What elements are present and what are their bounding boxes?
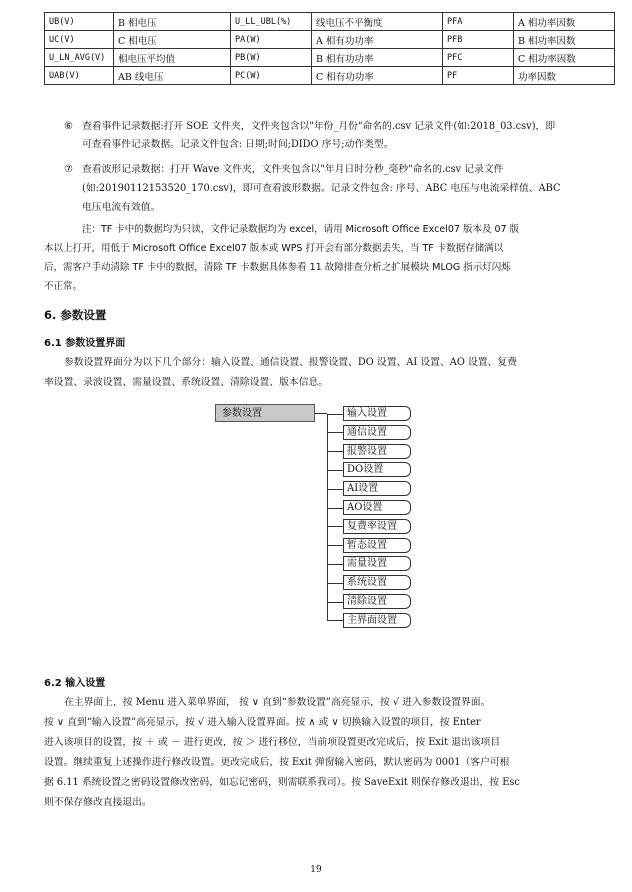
table-cell: A 相有功功率 [312, 31, 443, 49]
diagram-item-box: 暂态设置 [343, 538, 411, 553]
table-row [45, 67, 615, 85]
diagram-item-box: 系统设置 [343, 575, 411, 590]
item-7-line-2: (如:20190112153520_170.csv)，即可查看波形数据。记录文件包含: 序号、ABC 电压与电流采样值、ABC [82, 183, 561, 194]
diagram-branch [327, 545, 343, 546]
diagram-spine [327, 414, 328, 621]
table-cell: UC(V) [45, 31, 114, 49]
note-line-1: 注：TF 卡中的数据均为只读，文件记录数据均为 excel，请用 Microsoft Office Excel07 版本及 07 版 [82, 224, 520, 235]
section-6-heading: 6. 参数设置 [44, 308, 107, 322]
table-row [45, 31, 615, 49]
item-6-line-2: 可查看事件记录数据。记录文件包含: 日期;时间;DIDO 序号;动作类型。 [82, 139, 394, 150]
diagram-item-box: 需量设置 [343, 556, 411, 571]
table-cell: PFC [443, 49, 514, 67]
diagram-connector [315, 413, 327, 414]
diagram-branch [327, 526, 343, 527]
table-cell: UB(V) [45, 13, 114, 31]
note-line-3: 后，需客户手动清除 TF 卡中的数据，清除 TF 卡数据具体参看 11 故障排查分析之扩展模块 MLOG 指示灯闪烁 [44, 262, 511, 273]
diagram-item-box: 清除设置 [343, 594, 411, 609]
section-6-2-line-1: 在主界面上，按 Menu 进入菜单界面， 按 ∨ 直到“参数设置”高亮显示，按 √ 进入参数设置界面。 [64, 697, 491, 708]
table-cell: B 相功率因数 [514, 31, 615, 49]
section-6-2-heading: 6.2 输入设置 [44, 678, 106, 689]
section-6-2-line-6: 则不保存修改直接退出。 [44, 797, 152, 808]
diagram-branch [327, 620, 343, 621]
diagram-branch [327, 470, 343, 471]
table-cell: PC(W) [231, 67, 312, 85]
table-cell: PFB [443, 31, 514, 49]
table-cell: UAB(V) [45, 67, 114, 85]
table-cell: B 相电压 [114, 13, 231, 31]
table-cell: AB 线电压 [114, 67, 231, 85]
table-cell: PB(W) [231, 49, 312, 67]
table-cell: C 相有功功率 [312, 67, 443, 85]
section-6-2-line-2: 按 ∨ 直到“输入设置”高亮显示，按 √ 进入输入设置界面。按 ∧ 或 ∨ 切换输入设置的项目，按 Enter [44, 717, 481, 728]
diagram-branch [327, 432, 343, 433]
item-7-marker: ⑦ [64, 164, 73, 175]
section-6-2-line-5: 据 6.11 系统设置之密码设置修改密码，如忘记密码，则需联系我司）。按 SaveExit 则保存修改退出，按 Esc [44, 777, 520, 788]
table-cell: 功率因数 [514, 67, 615, 85]
diagram-branch [327, 508, 343, 509]
diagram-branch [327, 602, 343, 603]
table-cell: U_LN_AVG(V) [45, 49, 114, 67]
table-cell: A 相功率因数 [514, 13, 615, 31]
table-cell: PF [443, 67, 514, 85]
page-number: 19 [310, 865, 322, 875]
section-6-1-line-1: 参数设置界面分为以下几个部分：输入设置、通信设置、报警设置、DO 设置、AI 设置、AO 设置、复费 [64, 357, 517, 368]
section-6-1-heading: 6.1 参数设置界面 [44, 338, 126, 349]
note-line-4: 不正常。 [44, 281, 83, 292]
diagram-item-box: 复费率设置 [343, 519, 411, 534]
table-cell: PA(W) [231, 31, 312, 49]
diagram-item-box: 报警设置 [343, 444, 411, 459]
parameter-table [44, 12, 615, 85]
diagram-item-box: AI设置 [343, 481, 411, 496]
item-7-line-1: 查看波形记录数据：打开 Wave 文件夹，文件夹包含以"年月日时分秒_毫秒"命名的.csv 记录文件 [82, 164, 504, 175]
note-line-2: 本以上打开，用低于 Microsoft Office Excel07 版本或 WPS 打开会有部分数据丢失，当 TF 卡数据存储满以 [44, 243, 504, 254]
section-6-1-line-2: 率设置、录波设置、需量设置、系统设置、清除设置、版本信息。 [44, 377, 329, 388]
item-6-line-1: 查看事件记录数据:打开 SOE 文件夹，文件夹包含以"年份_月份"命名的.csv 记录文件(如:2018_03.csv)，即 [82, 121, 556, 132]
diagram-branch [327, 489, 343, 490]
table-cell: PFA [443, 13, 514, 31]
table-cell: 线电压不平衡度 [312, 13, 443, 31]
table-row [45, 13, 615, 31]
item-7-line-3: 电压电流有效值。 [82, 202, 161, 213]
diagram-item-box: 输入设置 [343, 406, 411, 421]
diagram-branch [327, 564, 343, 565]
table-cell: U_LL_UBL(%) [231, 13, 312, 31]
table-cell: B 相有功功率 [312, 49, 443, 67]
table-cell: C 相电压 [114, 31, 231, 49]
item-6-marker: ⑥ [64, 121, 73, 132]
diagram-branch [327, 451, 343, 452]
diagram-item-box: 通信设置 [343, 425, 411, 440]
diagram-branch [327, 414, 343, 415]
table-cell: C 相功率因数 [514, 49, 615, 67]
section-6-2-line-3: 进入该项目的设置，按 ＋ 或 － 进行更改，按 ＞ 进行移位，当前项设置更改完成后，按 Exit 退出该项目 [44, 737, 501, 748]
diagram-root-box: 参数设置 [215, 404, 315, 422]
diagram-item-box: AO设置 [343, 500, 411, 515]
diagram-item-box: DO设置 [343, 462, 411, 477]
table-row [45, 49, 615, 67]
table-cell: 相电压平均值 [114, 49, 231, 67]
diagram-item-box: 主界面设置 [343, 613, 411, 628]
section-6-2-line-4: 设置。继续重复上述操作进行修改设置。更改完成后，按 Exit 弹窗输入密码，默认密码为 0001（客户可根 [44, 757, 510, 768]
diagram-branch [327, 583, 343, 584]
